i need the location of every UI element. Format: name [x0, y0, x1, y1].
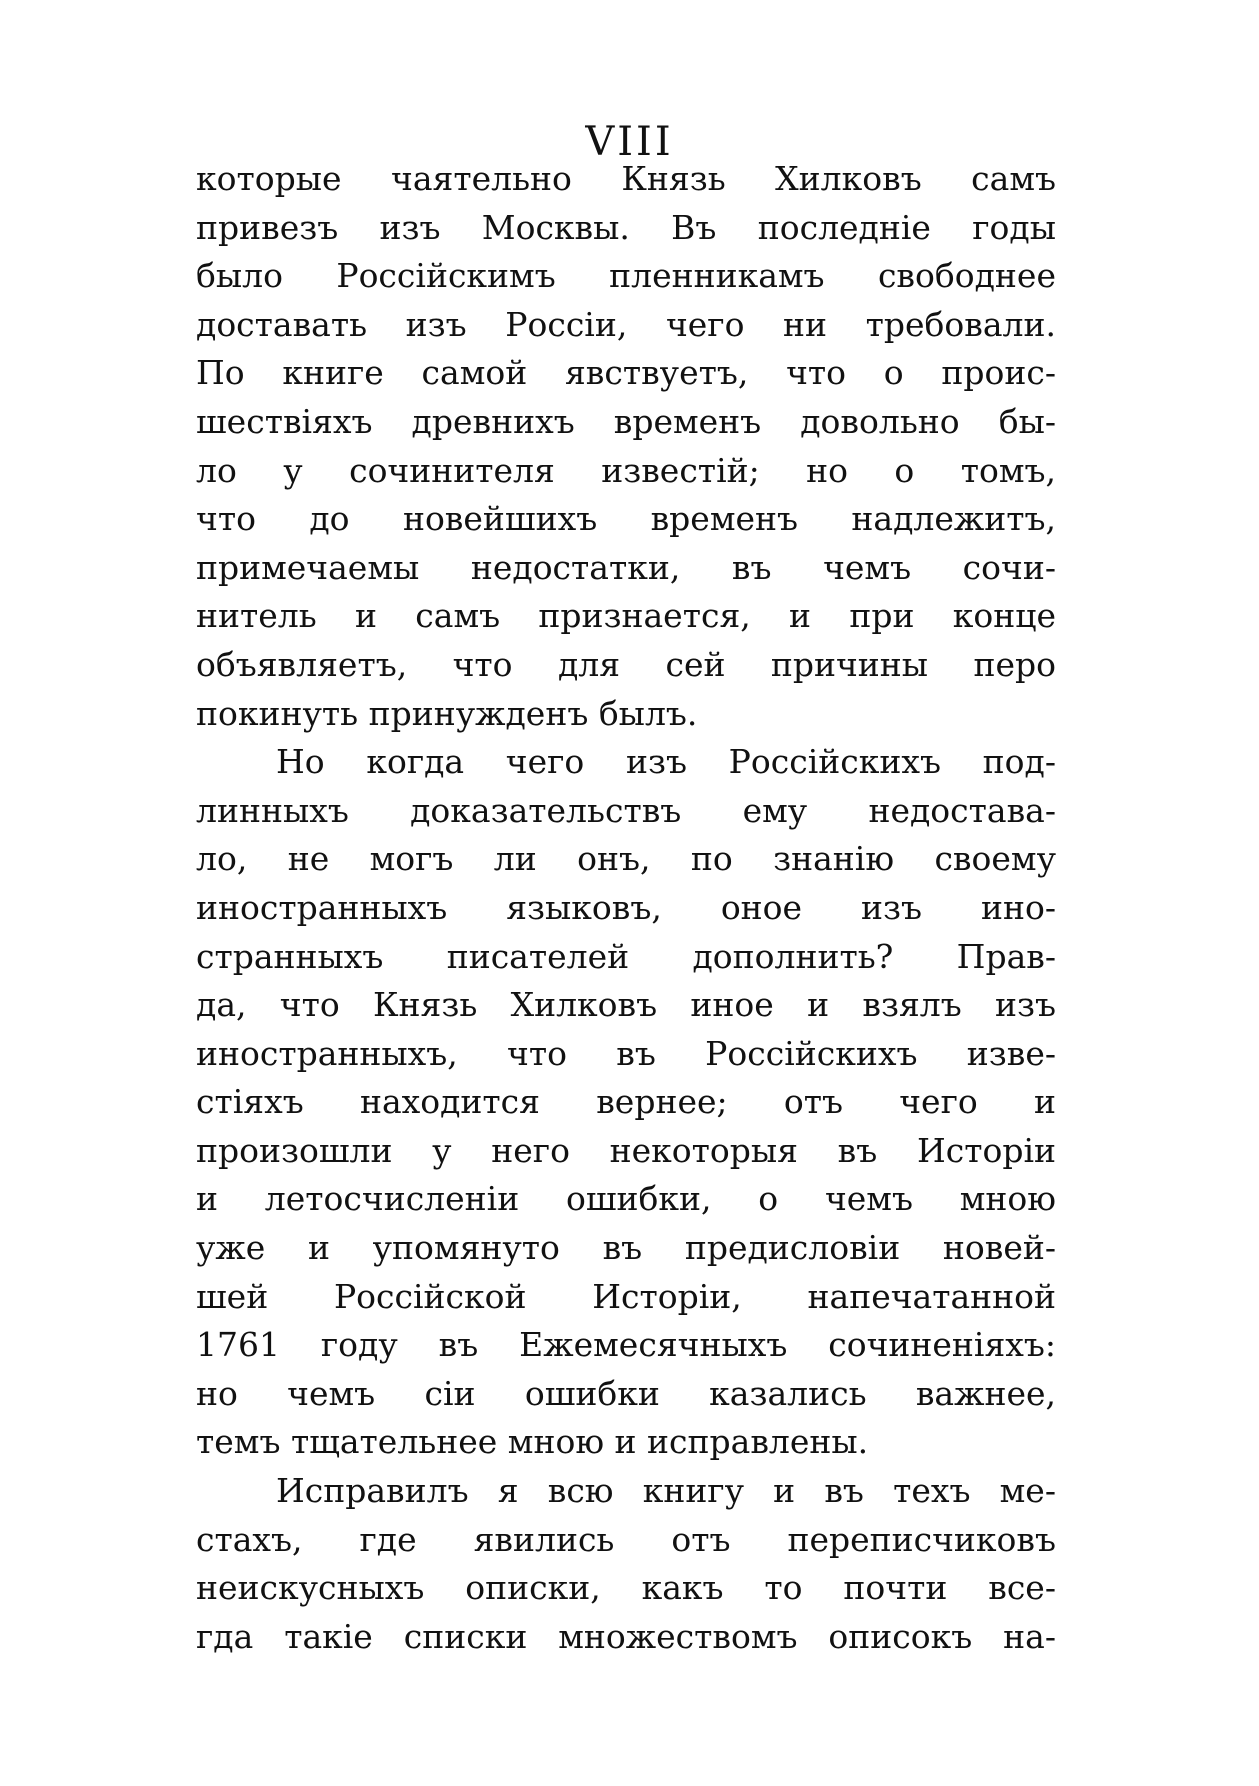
text-line: шествіяхъ древнихъ временъ довольно бы- [196, 401, 1056, 441]
text-line: ло, не могъ ли онъ, по знанію своему [196, 839, 1056, 879]
page-number: VIII [585, 119, 674, 165]
text-line: да, что Князь Хилковъ иное и взялъ изъ [196, 985, 1056, 1025]
text-line: ло у сочинителя известій; но о томъ, [196, 450, 1056, 490]
text-line: примечаемы недостатки, въ чемъ сочи- [196, 547, 1056, 587]
text-line: но чемъ сіи ошибки казались важнее, [196, 1373, 1056, 1413]
text-line: которые чаятельно Князь Хилковъ самъ [196, 159, 1056, 198]
text-line: По книге самой явствуетъ, что о проис- [196, 353, 1056, 393]
text-line: иностранныхъ, что въ Россійскихъ изве- [196, 1033, 1056, 1073]
text-line: неискусныхъ описки, какъ то почти все- [196, 1568, 1056, 1608]
text-line: иностранныхъ языковъ, оное изъ ино- [196, 887, 1056, 927]
text-line: нитель и самъ признается, и при конце [196, 596, 1056, 636]
text-line: покинуть принужденъ былъ. [196, 693, 698, 733]
text-line: линныхъ доказательствъ ему недостава- [196, 790, 1056, 830]
paragraph-3 [196, 1467, 1056, 1661]
text-line: гда такіе списки множествомъ описокъ на- [196, 1616, 1056, 1656]
text-line: странныхъ писателей дополнить? Прав- [196, 936, 1056, 976]
text-line: доставать изъ Россіи, чего ни требовали. [196, 304, 1056, 344]
text-line: стахъ, где явились отъ переписчиковъ [196, 1519, 1056, 1559]
text-line: темъ тщательнее мною и исправлены. [196, 1422, 869, 1462]
body-text [196, 155, 1056, 1661]
text-line: и летосчисленіи ошибки, о чемъ мною [196, 1179, 1056, 1219]
text-line: шей Россійской Исторіи, напечатанной [196, 1276, 1056, 1316]
paragraph-2 [196, 738, 1056, 1467]
text-line: что до новейшихъ временъ надлежитъ, [196, 499, 1056, 539]
text-line: Но когда чего изъ Россійскихъ под- [276, 742, 1056, 782]
paragraph-1 [196, 155, 1056, 738]
text-line: было Россійскимъ пленникамъ свободнее [196, 256, 1056, 296]
text-line: Исправилъ я всю книгу и въ техъ ме- [276, 1471, 1056, 1511]
text-line: произошли у него некоторыя въ Исторіи [196, 1130, 1056, 1170]
text-line: привезъ изъ Москвы. Въ последніе годы [196, 207, 1056, 247]
text-line: уже и упомянуто въ предисловіи новей- [196, 1228, 1056, 1268]
text-line: объявляетъ, что для сей причины перо [196, 644, 1056, 684]
text-line: стіяхъ находится вернее; отъ чего и [196, 1082, 1056, 1122]
text-line: 1761 году въ Ежемесячныхъ сочиненіяхъ: [196, 1325, 1056, 1365]
